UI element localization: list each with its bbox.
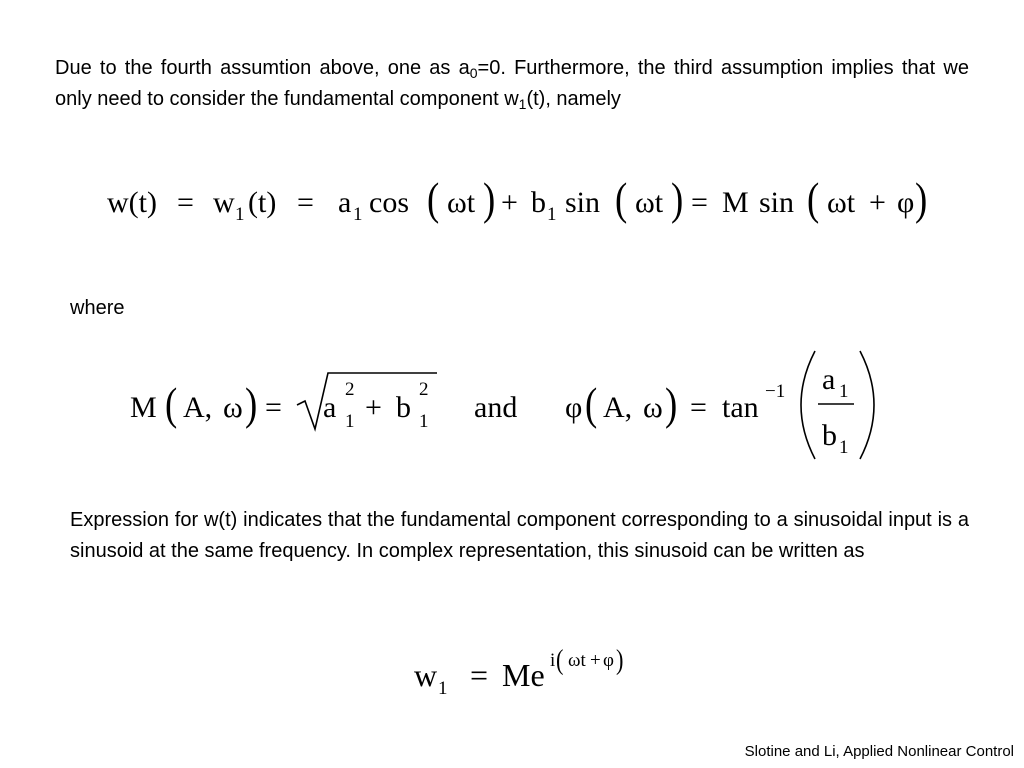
intro-paragraph bbox=[55, 53, 969, 115]
svg-text:): ) bbox=[915, 174, 928, 226]
svg-text:1: 1 bbox=[353, 204, 363, 225]
subscript-w: 1 bbox=[518, 96, 527, 112]
svg-text:tan: tan bbox=[722, 391, 759, 424]
intro-text-2: =0. Furthermore, the third assumption implies that we only need to consider the fundamental component w bbox=[55, 57, 969, 110]
source-citation: Slotine and Li, Applied Nonlinear Control bbox=[744, 743, 1014, 760]
and-word: and bbox=[474, 391, 518, 424]
equation-amplitude-phase bbox=[125, 345, 885, 465]
subscript-a: 0 bbox=[469, 65, 478, 81]
svg-text:a: a bbox=[323, 391, 337, 424]
svg-text:−1: −1 bbox=[765, 381, 786, 402]
svg-text:ω: ω bbox=[643, 391, 663, 424]
svg-text:w: w bbox=[414, 657, 438, 693]
svg-text:(: ( bbox=[585, 379, 598, 431]
svg-text:φ: φ bbox=[603, 650, 614, 671]
svg-text:A,: A, bbox=[603, 391, 633, 424]
svg-text:A,: A, bbox=[183, 391, 213, 424]
svg-text:): ) bbox=[665, 379, 678, 431]
svg-text:+: + bbox=[501, 186, 518, 219]
svg-text:+: + bbox=[365, 391, 382, 424]
svg-text:b: b bbox=[396, 391, 411, 424]
svg-text:sin: sin bbox=[759, 186, 795, 219]
svg-text:i: i bbox=[550, 650, 556, 671]
svg-text:Me: Me bbox=[502, 657, 545, 693]
svg-text:b: b bbox=[822, 419, 837, 452]
svg-text:=: = bbox=[691, 186, 708, 219]
svg-text:=: = bbox=[265, 391, 282, 424]
svg-text:(: ( bbox=[165, 379, 178, 431]
svg-text:(: ( bbox=[807, 174, 820, 226]
svg-text:(: ( bbox=[615, 174, 628, 226]
explanation-paragraph: Expression for w(t) indicates that the fundamental component corresponding to a sinusoidal input is a sinusoid at the same frequency. In complex representation, this sinusoid can be written as bbox=[70, 509, 969, 562]
svg-text:=: = bbox=[470, 657, 489, 693]
svg-text:φ: φ bbox=[565, 391, 583, 424]
svg-text:): ) bbox=[671, 174, 684, 226]
svg-text:a: a bbox=[822, 363, 836, 396]
svg-text:): ) bbox=[616, 644, 624, 676]
svg-text:ωt: ωt bbox=[447, 186, 476, 219]
svg-text:1: 1 bbox=[419, 411, 429, 432]
svg-text:a: a bbox=[338, 186, 352, 219]
svg-text:+: + bbox=[590, 650, 601, 671]
svg-text:ωt: ωt bbox=[635, 186, 664, 219]
equation-complex-representation bbox=[410, 642, 640, 702]
svg-text:1: 1 bbox=[839, 437, 849, 458]
svg-text:M: M bbox=[722, 186, 749, 219]
svg-text:2: 2 bbox=[419, 379, 429, 400]
svg-text:ω: ω bbox=[223, 391, 243, 424]
svg-text:w(t): w(t) bbox=[107, 186, 157, 219]
intro-text-1: Due to the fourth assumtion above, one as a bbox=[55, 57, 470, 79]
intro-text-3: (t), namely bbox=[526, 88, 621, 110]
svg-text:ωt: ωt bbox=[568, 650, 586, 671]
svg-text:ωt: ωt bbox=[827, 186, 856, 219]
svg-text:M: M bbox=[130, 391, 157, 424]
svg-text:=: = bbox=[690, 391, 707, 424]
svg-text:cos: cos bbox=[369, 186, 409, 219]
where-label: where bbox=[70, 297, 125, 319]
svg-text:=: = bbox=[177, 186, 194, 219]
svg-text:1: 1 bbox=[345, 411, 355, 432]
svg-text:1: 1 bbox=[839, 381, 849, 402]
svg-text:sin: sin bbox=[565, 186, 601, 219]
svg-text:(t): (t) bbox=[248, 186, 277, 219]
equation-fundamental-component bbox=[105, 170, 935, 230]
svg-text:(: ( bbox=[427, 174, 440, 226]
svg-text:1: 1 bbox=[235, 204, 245, 225]
svg-text:): ) bbox=[245, 379, 258, 431]
svg-text:=: = bbox=[297, 186, 314, 219]
svg-text:w: w bbox=[213, 186, 235, 219]
svg-text:1: 1 bbox=[438, 678, 448, 699]
svg-text:): ) bbox=[483, 174, 496, 226]
svg-text:1: 1 bbox=[547, 204, 557, 225]
svg-text:b: b bbox=[531, 186, 546, 219]
svg-text:φ: φ bbox=[897, 186, 915, 219]
svg-text:+: + bbox=[869, 186, 886, 219]
svg-text:(: ( bbox=[556, 644, 564, 676]
svg-text:2: 2 bbox=[345, 379, 355, 400]
